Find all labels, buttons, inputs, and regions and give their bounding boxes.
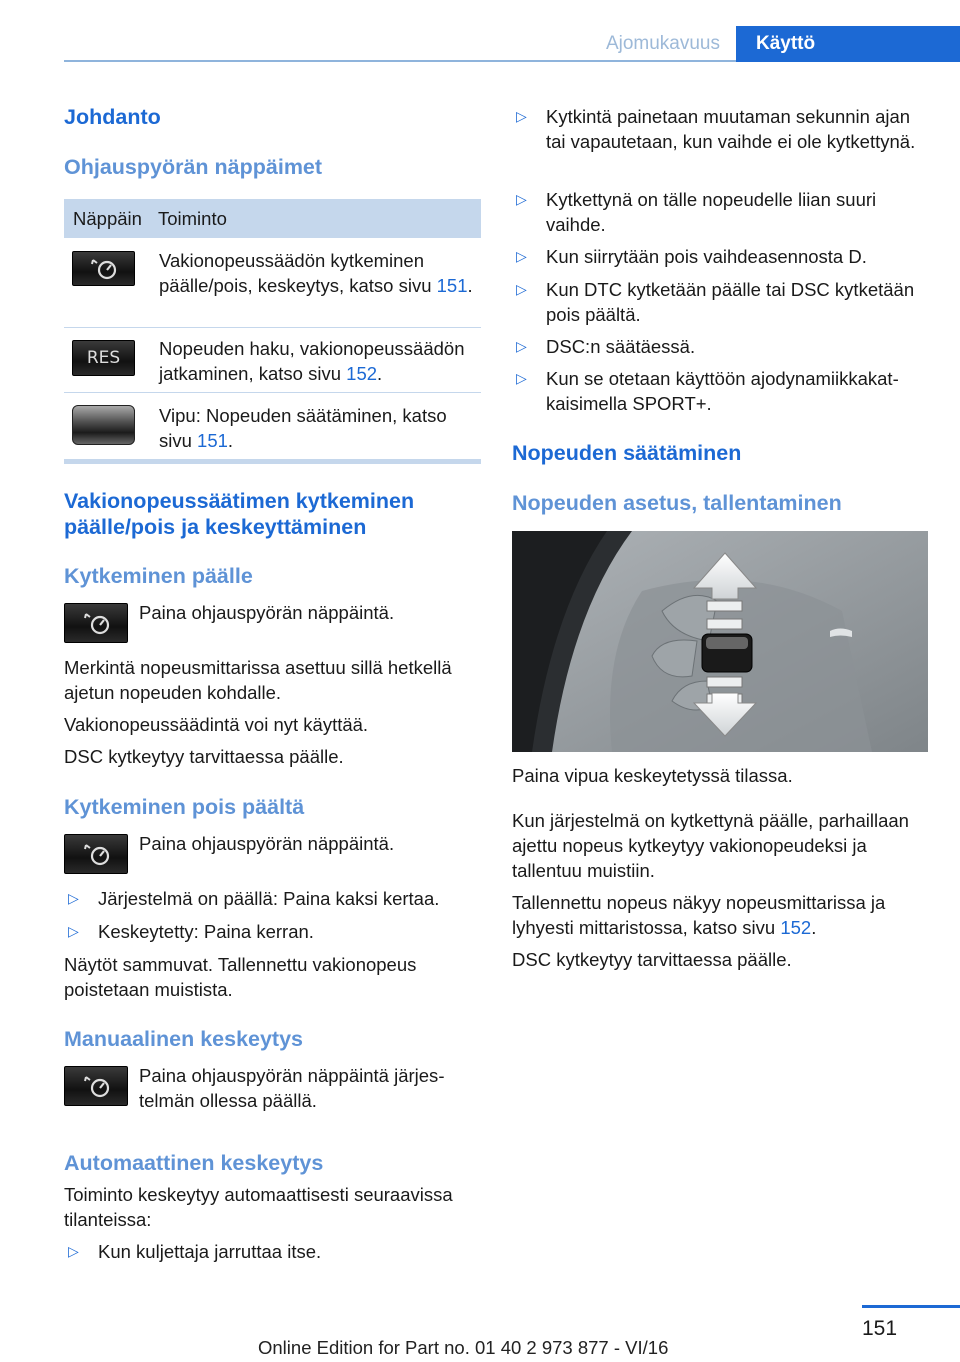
table-end-rule	[64, 459, 481, 464]
cruise-control-button-icon	[64, 1066, 128, 1106]
list-item	[512, 187, 930, 237]
row-desc: Nopeuden haku, vakionopeussäädön jatkaminen, katso sivu	[159, 338, 465, 384]
table-row	[64, 328, 481, 393]
rocker-lever-icon	[72, 405, 135, 445]
row-text: Vipu: Nopeuden säätäminen, katso sivu 151.	[159, 405, 447, 451]
heading-switch: Vakionopeussäätimen kytkeminen päälle/pois ja keskeyttäminen	[64, 489, 415, 539]
on-para-2: Vakionopeussäädintä voi nyt käyttää.	[64, 714, 369, 735]
list-item-text: Kytkettynä on tälle nopeudelle liian suuri vaihde.	[546, 189, 877, 235]
off-para-1: Näytöt sammuvat. Tallennettu vakionopeus poistetaan muistista.	[64, 954, 417, 1000]
list-item-text: Järjestelmä on päällä: Paina kaksi kertaa.	[98, 888, 440, 909]
right-para-2: Tallennettu nopeus näkyy nopeusmittarissa ja lyhyesti mittaristossa, katso sivu 152.	[512, 892, 886, 938]
list-item-text: DSC:n säätäessä.	[546, 336, 696, 357]
off-press-text: Paina ohjauspyörän näppäintä.	[139, 833, 395, 854]
row-desc: Vakionopeussäädön kytkeminen päälle/pois, keskeytys, katso sivu	[159, 250, 437, 296]
on-para-3: DSC kytkeytyy tarvittaessa päälle.	[64, 746, 344, 767]
cruise-control-button-icon	[72, 251, 135, 286]
right-para-2-text: Tallennettu nopeus näkyy nopeusmittarissa ja lyhyesti mittaristossa, katso sivu	[512, 892, 886, 938]
cruise-control-button-icon	[64, 603, 128, 643]
list-item	[64, 886, 481, 911]
page-link[interactable]: 152	[780, 917, 812, 938]
table-col-function: Toiminto	[158, 207, 227, 229]
list-item	[64, 919, 481, 944]
page-link[interactable]: 152	[346, 363, 378, 384]
footer-rule	[862, 1305, 960, 1308]
list-item-text: Kytkintä painetaan muutaman sekunnin ajan tai vapautetaan, kun vaihde ei ole kytkettynä.	[546, 106, 916, 152]
list-item	[512, 277, 930, 327]
page-link[interactable]: 151	[436, 275, 468, 296]
row-desc: Vipu: Nopeuden säätäminen, katso sivu	[159, 405, 447, 451]
bullet-triangle-icon: ▷	[516, 248, 527, 264]
page-link[interactable]: 151	[197, 430, 228, 451]
table-header	[64, 199, 481, 238]
bullet-triangle-icon: ▷	[516, 370, 527, 386]
bullet-triangle-icon: ▷	[516, 108, 527, 124]
row-text: Nopeuden haku, vakionopeussäädön jatkaminen, katso sivu 152.	[159, 338, 465, 384]
bullet-triangle-icon: ▷	[68, 1243, 79, 1259]
heading-auto: Automaattinen keskeytys	[64, 1151, 324, 1175]
steering-wheel-rocker-photo	[512, 531, 928, 752]
bullet-triangle-icon: ▷	[516, 338, 527, 354]
bullet-triangle-icon: ▷	[68, 890, 79, 906]
right-para-3: DSC kytkeytyy tarvittaessa päälle.	[512, 949, 792, 970]
press-lever-text: Paina vipua keskeytetyssä tilassa.	[512, 765, 793, 786]
on-press-text: Paina ohjauspyörän näppäintä.	[139, 602, 395, 623]
header-chapter-tab[interactable]: Käyttö	[736, 26, 960, 62]
list-item	[512, 366, 930, 416]
list-item-text: Kun se otetaan käyttöön ajodynamiikkakatkaisimella SPORT+.	[546, 368, 899, 414]
on-para-1: Merkintä nopeusmittarissa asettuu sillä hetkellä ajetun nopeuden kohdalle.	[64, 657, 452, 703]
list-item	[512, 104, 930, 154]
bullet-triangle-icon: ▷	[516, 191, 527, 207]
footer-edition: Online Edition for Part no. 01 40 2 973 877 - VI/16	[258, 1337, 669, 1358]
bullet-triangle-icon: ▷	[68, 923, 79, 939]
buttons-table	[64, 199, 481, 464]
page-number: 151	[862, 1317, 898, 1340]
list-item	[64, 1239, 481, 1264]
list-item-text: Kun siirrytään pois vaihdeasennosta D.	[546, 246, 867, 267]
list-item	[512, 334, 930, 359]
right-para-1: Kun järjestelmä on kytkettynä päälle, parhaillaan ajettu nopeus kytkeytyy vakionopeudeksi ja tallentuu muistiin.	[512, 810, 909, 881]
table-row	[64, 393, 481, 459]
manual-press-text: Paina ohjauspyörän näppäintä järjestelmän ollessa päällä.	[139, 1065, 445, 1111]
res-button-icon: RES	[72, 340, 135, 376]
table-col-key: Näppäin	[73, 207, 142, 229]
list-item-text: Kun DTC kytketään päälle tai DSC kytketään pois päältä.	[546, 279, 915, 325]
bullet-triangle-icon: ▷	[516, 281, 527, 297]
header-section[interactable]: Ajomukavuus	[605, 33, 720, 54]
auto-para-1: Toiminto keskeytyy automaattisesti seuraavissa tilanteissa:	[64, 1184, 453, 1230]
heading-off: Kytkeminen pois päältä	[64, 795, 305, 819]
heading-set: Nopeuden asetus, tallentaminen	[512, 491, 842, 515]
heading-manual: Manuaalinen keskeytys	[64, 1027, 304, 1051]
row-text: Vakionopeussäädön kytkeminen päälle/pois, keskeytys, katso sivu 151.	[159, 250, 473, 296]
heading-speed: Nopeuden säätäminen	[512, 441, 742, 465]
heading-intro: Johdanto	[64, 105, 161, 129]
list-item-text: Keskeytetty: Paina kerran.	[98, 921, 314, 942]
list-item-text: Kun kuljettaja jarruttaa itse.	[98, 1241, 322, 1262]
list-item	[512, 244, 930, 269]
heading-buttons: Ohjauspyörän näppäimet	[64, 155, 323, 179]
cruise-control-button-icon	[64, 834, 128, 874]
table-row	[64, 238, 481, 328]
heading-on: Kytkeminen päälle	[64, 564, 253, 588]
